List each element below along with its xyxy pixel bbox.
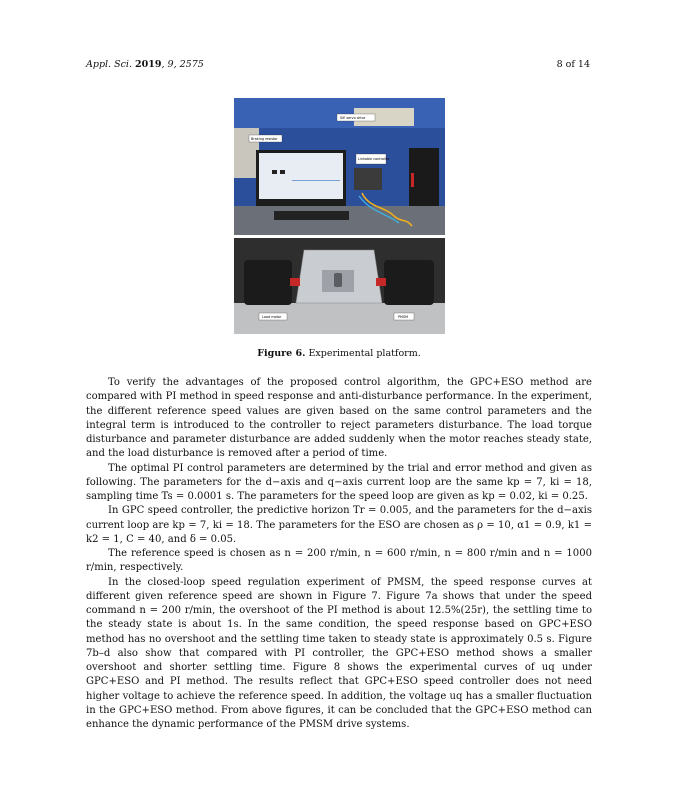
red-coupling-left [290, 278, 300, 286]
callout-braking-resistor-text: Braking resistor [251, 137, 278, 141]
red-coupling-right [376, 278, 386, 286]
callout-controller-text: Linkable controller [358, 157, 390, 161]
figure-caption-label: Figure 6. [257, 348, 306, 359]
figure-6-photo [234, 98, 445, 334]
paragraph: In the closed-loop speed regulation experiment of PMSM, the speed response curves at different given reference speed are shown in Figure 7. Figure 7a shows that under the speed command n = 200 r/min, the overshoot of the PI method is about 12.5%(25r), the settling time to the steady state is about 1s. In the same condition, the speed response based on GPC+ESO method has no overshoot and the settling time taken to steady state is approximately 0.5 s. Figure 7b–d also show that compared with PI controller, the GPC+ESO method shows a smaller overshoot and shorter settling time. Figure 8 shows the experimental curves of uq under GPC+ESO and PI method. The results reflect that GPC+ESO speed controller does not need higher voltage to achieve the reference speed. In addition, the voltage uq has a smaller fluctuation in the GPC+ESO method. From above figures, it can be concluded that the GPC+ESO method can enhance the dynamic performance of the PMSM drive systems. [86, 576, 592, 730]
controller-box [354, 168, 382, 190]
paragraph: The optimal PI control parameters are determined by the trial and error method and given as following. The parameters for the d−axis and q−axis current loop are the same kp = 7, ki = 18, sampling time Ts = 0.0001 s. The parameters for the speed loop are given as kp = 0.02, ki = 0.25. [86, 462, 592, 502]
photo-divider [234, 235, 445, 238]
figure-caption-text: Experimental platform. [305, 348, 421, 359]
screen-element [280, 170, 285, 174]
callout-pmsm-text: PMSM [398, 315, 409, 319]
load-motor [244, 260, 292, 305]
paragraph: The reference speed is chosen as n = 200 r/min, n = 600 r/min, n = 800 r/min and n = 1000 r/min, respectively. [86, 548, 592, 574]
journal-volume-pages: , 9, 2575 [161, 59, 204, 70]
screen-element [292, 180, 340, 181]
pmsm-motor [384, 260, 434, 305]
experimental-platform-photo [234, 98, 445, 334]
coupling-shaft [334, 273, 342, 287]
running-header-citation [86, 59, 204, 70]
monitor-screen [259, 153, 343, 199]
screen-element [272, 170, 277, 174]
callout-servo-drive-text: SiE servo drive [340, 116, 366, 120]
journal-name: Appl. Sci. [86, 59, 132, 70]
figure-caption [86, 348, 592, 359]
callout-load-motor-text: Load motor [262, 315, 282, 319]
keyboard [274, 211, 349, 220]
paragraph: To verify the advantages of the proposed control algorithm, the GPC+ESO method are compared with PI method in speed response and anti-disturbance performance. In the experiment, the different reference speed values are given based on the same control parameters and the integral term is introduced to the controller to reject parameters disturbance. The load torque disturbance and parameter disturbance are added suddenly when the motor reaches steady state, and the load disturbance is removed after a period of time. [86, 377, 592, 460]
journal-year: 2019 [135, 59, 162, 70]
page-number: 8 of 14 [556, 59, 590, 70]
paragraph: In GPC speed controller, the predictive horizon Tr = 0.005, and the parameters for the d−axis current loop are kp = 7, ki = 18. The parameters for the ESO are chosen as ρ = 10, α1 = 0.9, k1 = k2 = 1, C = 40, and δ = 0.05. [86, 505, 592, 545]
body-text [86, 376, 592, 732]
pc-tower-stripe [411, 173, 414, 187]
desk-surface [234, 206, 445, 235]
